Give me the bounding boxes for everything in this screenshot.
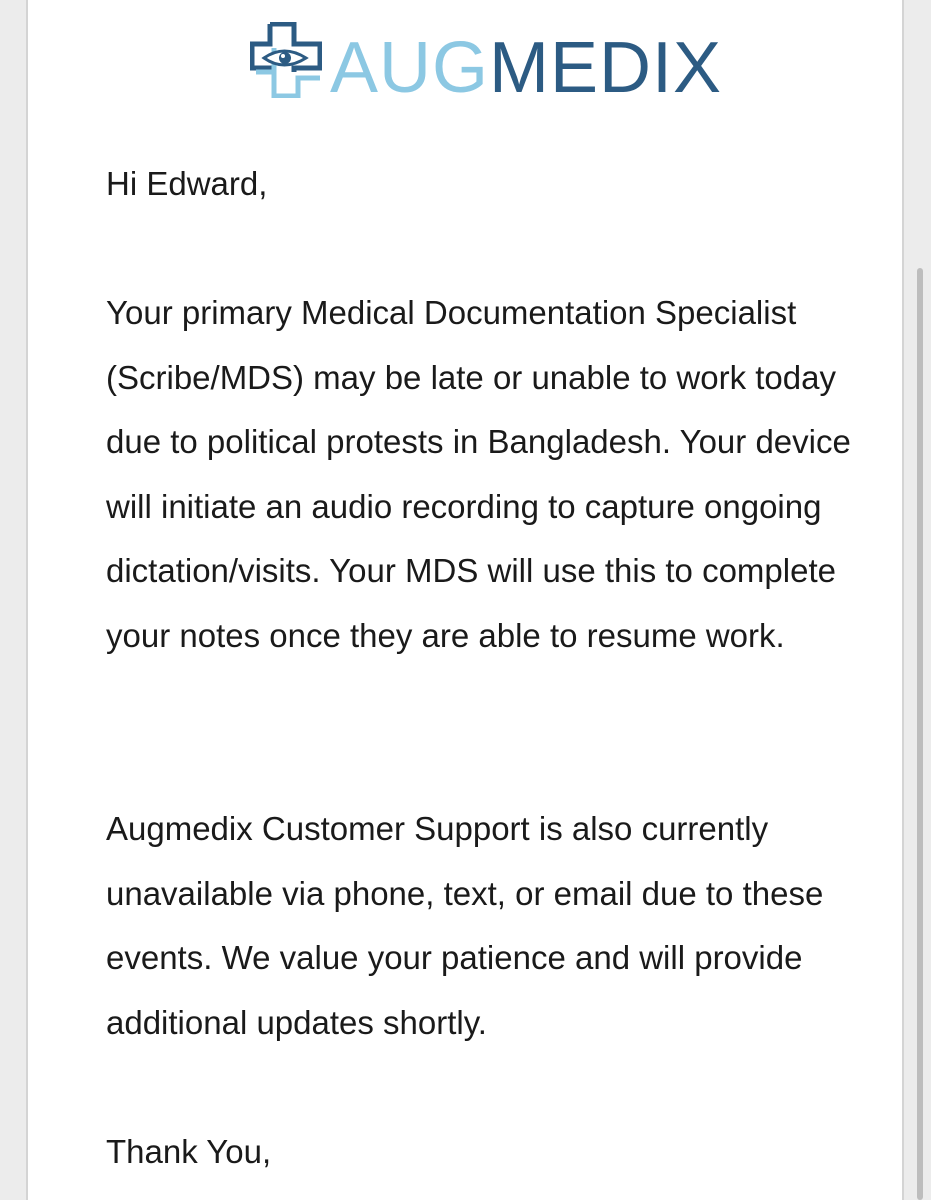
brand-wordmark [330, 28, 723, 108]
scrollbar-track[interactable] [913, 0, 931, 1200]
medical-cross-eye-icon [250, 22, 322, 98]
email-greeting: Hi Edward, [106, 165, 268, 202]
email-paragraph-2: Augmedix Customer Support is also currently unavailable via phone, text, or email due to these events. We value your patience and will provide additional updates shortly. [106, 810, 824, 1041]
brand-wordmark-light: AUG [330, 28, 490, 108]
augmedix-logo [250, 22, 750, 108]
email-body [26, 0, 904, 1200]
email-paragraph-1: Your primary Medical Documentation Specialist (Scribe/MDS) may be late or unable to work today due to political protests in Bangladesh. Your device will initiate an audio recording to capture ongoing dictation/visits. Your MDS will use this to complete your notes once they are able to resume work. [106, 294, 851, 654]
email-closing: Thank You, [106, 1133, 272, 1170]
scrollbar-thumb[interactable] [917, 268, 923, 1200]
brand-wordmark-dark: MEDIX [489, 28, 723, 108]
